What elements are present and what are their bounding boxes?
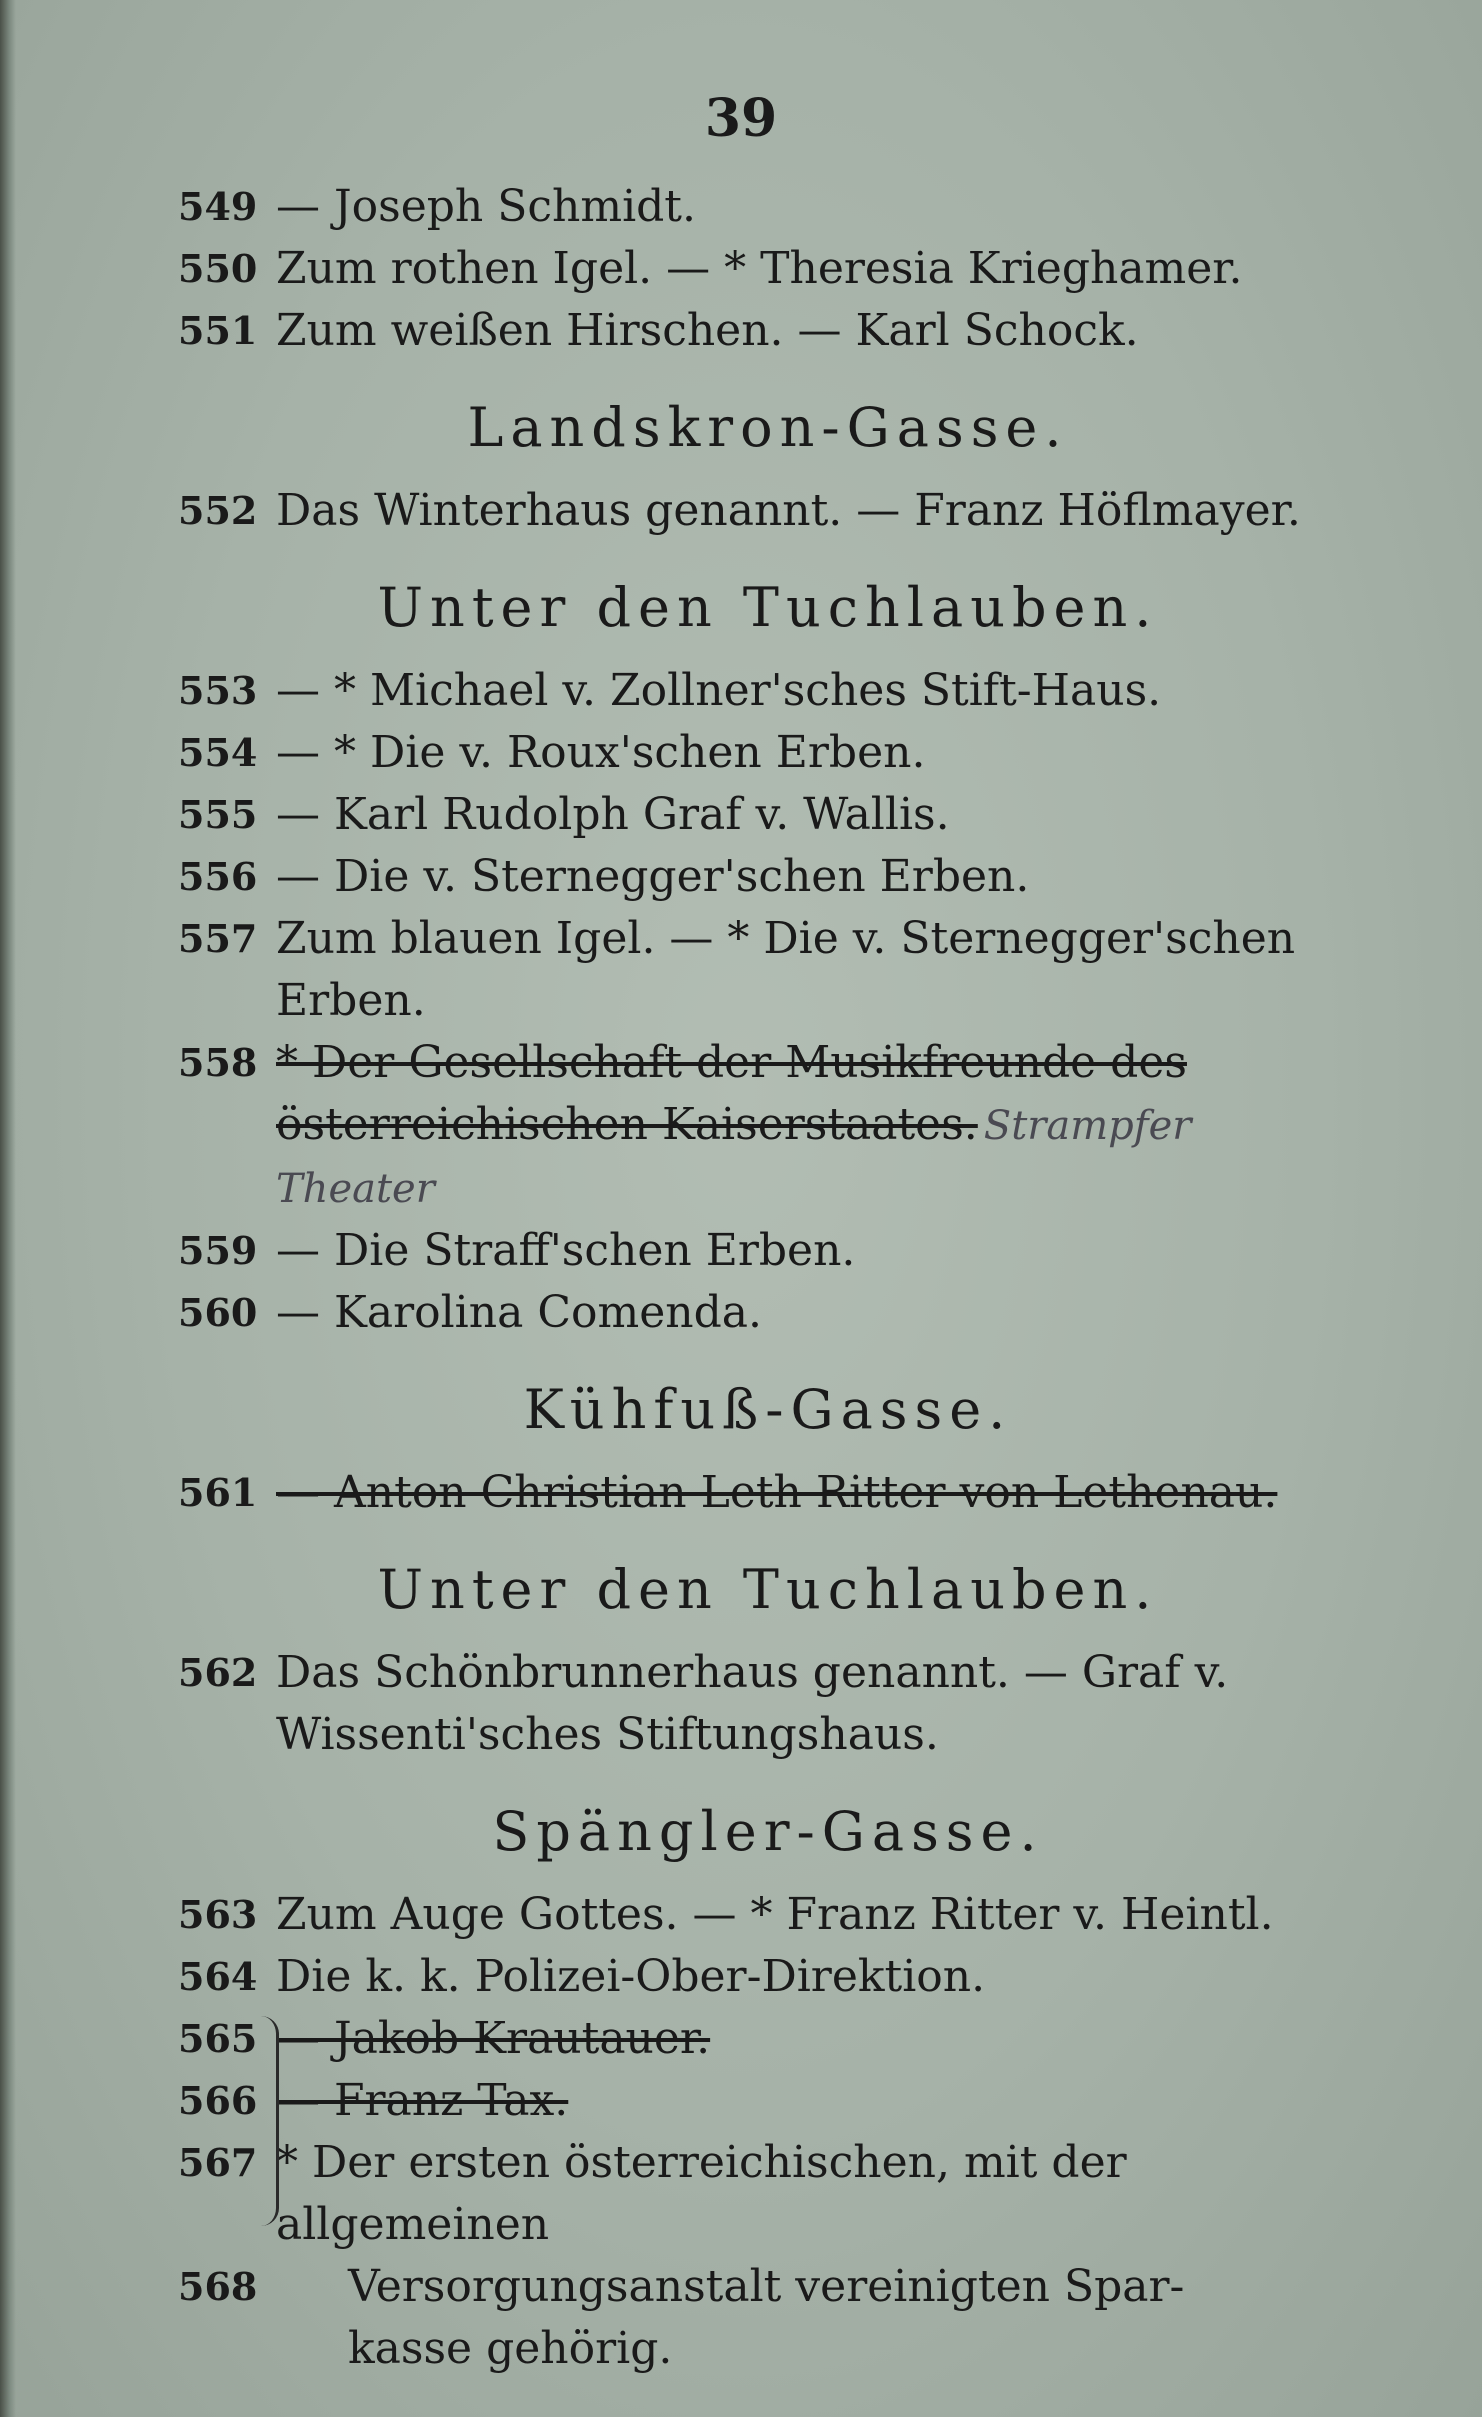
list-item <box>178 660 1358 722</box>
entry-text: — Die v. Sternegger'schen Erben. <box>276 851 1030 902</box>
list-item <box>178 238 1358 300</box>
entry-text-wrapper <box>276 1032 1358 1220</box>
list-item <box>178 1282 1358 1344</box>
entry-text: Versorgungsanstalt vereinigten Spar- <box>348 2261 1185 2312</box>
list-item-struck <box>178 1462 1358 1524</box>
list-item <box>178 480 1358 542</box>
house-number: 568 <box>178 2264 258 2309</box>
list-item <box>178 784 1358 846</box>
list-item <box>178 2132 1358 2256</box>
list-item-struck <box>178 2070 1358 2132</box>
struck-entry-text: * Der Gesellschaft der Musikfreunde des österreichischen Kaiserstaates. <box>276 1037 1187 1150</box>
street-heading: Spängler-Gasse. <box>492 1800 1044 1863</box>
list-item <box>178 176 1358 238</box>
list-item <box>178 1884 1358 1946</box>
list-item <box>178 2318 1358 2380</box>
entry-text: Zum weißen Hirschen. — Karl Schock. <box>276 305 1139 356</box>
entry-text: Das Winterhaus genannt. — Franz Höflmayer. <box>276 485 1301 536</box>
house-number: 549 <box>178 184 258 229</box>
list-item <box>178 300 1358 362</box>
house-number: 559 <box>178 1228 258 1273</box>
house-number: 558 <box>178 1040 258 1085</box>
street-heading: Unter den Tuchlauben. <box>377 1558 1159 1621</box>
entry-text: Zum Auge Gottes. — * Franz Ritter v. Heintl. <box>276 1889 1274 1940</box>
house-number: 552 <box>178 488 258 533</box>
entry-text: — Karl Rudolph Graf v. Wallis. <box>276 789 950 840</box>
entry-text: — Die Straff'schen Erben. <box>276 1225 856 1276</box>
house-number: 564 <box>178 1954 258 1999</box>
house-number: 556 <box>178 854 258 899</box>
house-number: 557 <box>178 916 258 961</box>
list-item <box>178 908 1358 1032</box>
house-number: 553 <box>178 668 258 713</box>
house-number: 561 <box>178 1470 258 1515</box>
handwritten-brace <box>260 2016 279 2226</box>
entry-text: Die k. k. Polizei-Ober-Direktion. <box>276 1951 986 2002</box>
list-item <box>178 722 1358 784</box>
list-item-struck <box>178 1032 1358 1220</box>
list-item <box>178 1946 1358 2008</box>
house-number: 554 <box>178 730 258 775</box>
house-number: 551 <box>178 308 258 353</box>
list-item <box>178 1642 1358 1766</box>
house-number: 560 <box>178 1290 258 1335</box>
entry-text: Zum rothen Igel. — * Theresia Krieghamer. <box>276 243 1243 294</box>
list-item <box>178 2256 1358 2318</box>
directory-list <box>178 176 1358 2380</box>
house-number: 566 <box>178 2078 258 2123</box>
list-item-struck <box>178 2008 1358 2070</box>
brace-group <box>178 2008 1358 2380</box>
entry-text: — Joseph Schmidt. <box>276 181 696 232</box>
street-heading: Unter den Tuchlauben. <box>377 576 1159 639</box>
entry-text: Das Schönbrunnerhaus genannt. — Graf v. Wissenti'sches Stiftungshaus. <box>276 1647 1229 1760</box>
house-number <box>178 2318 276 2380</box>
house-number: 565 <box>178 2016 258 2061</box>
entry-text: — * Michael v. Zollner'sches Stift-Haus. <box>276 665 1162 716</box>
entry-text: — * Die v. Roux'schen Erben. <box>276 727 926 778</box>
house-number: 550 <box>178 246 258 291</box>
house-number: 563 <box>178 1892 258 1937</box>
entry-text: — Karolina Comenda. <box>276 1287 762 1338</box>
house-number: 555 <box>178 792 258 837</box>
street-heading: Landskron-Gasse. <box>467 396 1069 459</box>
list-item <box>178 1220 1358 1282</box>
page-edge <box>0 0 16 2417</box>
house-number: 562 <box>178 1650 258 1695</box>
handwritten-note: Strampfer Theater <box>276 1103 1192 1212</box>
list-item <box>178 846 1358 908</box>
entry-text: kasse gehörig. <box>348 2323 673 2374</box>
house-number: 567 <box>178 2140 258 2185</box>
struck-entry-text: — Franz Tax. <box>276 2075 569 2126</box>
page-number: 39 <box>704 88 778 149</box>
struck-entry-text: — Anton Christian Leth Ritter von Lethenau. <box>276 1467 1278 1518</box>
entry-text: Zum blauen Igel. — * Die v. Sternegger'schen Erben. <box>276 913 1296 1026</box>
street-heading: Kühfuß-Gasse. <box>523 1378 1013 1441</box>
struck-entry-text: — Jakob Krautauer. <box>276 2013 711 2064</box>
entry-text: * Der ersten österreichischen, mit der allgemeinen <box>276 2137 1127 2250</box>
